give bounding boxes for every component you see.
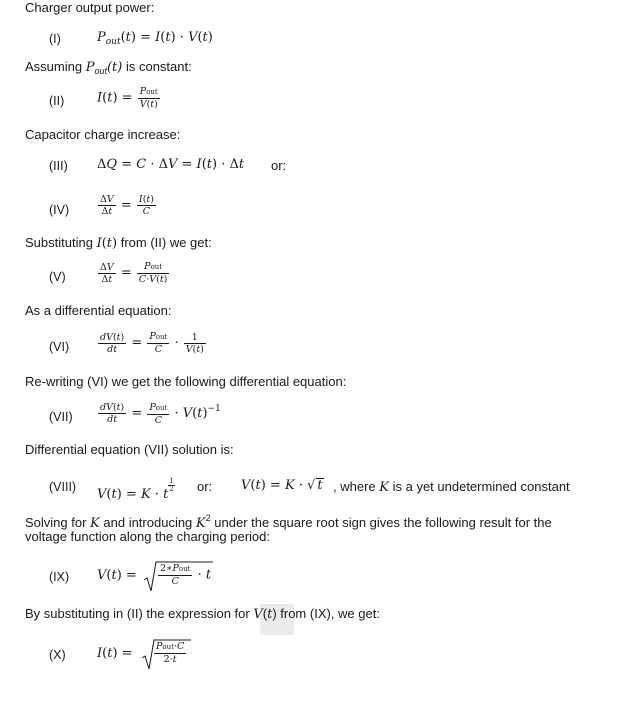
equation-vii: $\frac{dV(t)}{dt}$ = $\frac{\text{Pout}}{C}$ · $V(t)^{-1}$ — [100, 401, 221, 426]
or-word-viii: or: — [197, 479, 213, 494]
equation-label-i: (I) — [49, 32, 61, 46]
where-text: , where K is a yet undetermined constant — [333, 479, 570, 495]
equation-i: $P_{out}(t) = I(t) \cdot V(t)$ — [97, 30, 213, 47]
equation-label-vii: (VII) — [49, 410, 73, 424]
undetermined-text: is a yet undetermined constant — [392, 479, 570, 494]
equation-label-viii: (VIII) — [49, 480, 77, 494]
substituting-pre: Substituting — [25, 235, 93, 250]
voltage-function-text: voltage function along the charging period: — [25, 529, 271, 544]
solution-intro-text: Differential equation (VII) solution is: — [25, 442, 234, 457]
sqrt-x: $\frac{\text{Pout·C}}{2\cdot t}$ — [141, 638, 191, 672]
final-substituting-pre: By substituting in (II) the expression for — [25, 606, 250, 621]
substituting-text: Substituting I(t) from (II) we get: — [25, 235, 212, 251]
assumption-post: is constant: — [125, 59, 192, 74]
equation-label-ii: (II) — [49, 94, 65, 108]
equation-ix: V(t) = — [97, 568, 137, 583]
intro-charger-output-power: Charger output power: — [25, 0, 155, 15]
equation-v: $\frac{\Delta V}{\Delta t}$ = $\frac{\text{Pout}}{C\cdot V(t)}$ — [100, 261, 168, 285]
equation-label-v: (V) — [49, 270, 66, 284]
or-word-iii: or: — [271, 158, 287, 173]
equation-vi: $\frac{dV(t)}{dt}$ = $\frac{\text{Pout}}{C}$ · $\frac{1}{V(t)}$ — [100, 331, 204, 355]
equation-label-iv: (IV) — [49, 203, 70, 217]
final-substituting-post: from (IX), we get: — [280, 606, 380, 621]
equation-label-iii: (III) — [49, 159, 68, 173]
equation-label-x: (X) — [49, 648, 66, 662]
equation-x: I(t) = — [97, 646, 133, 661]
final-substituting-text: By substituting in (II) the expression for V(t) from (IX), we get: — [25, 606, 380, 622]
where-word: , where — [333, 479, 376, 494]
assumption-pre: Assuming — [25, 59, 83, 74]
substituting-post: from (II) we get: — [120, 235, 212, 250]
rewriting-text: Re-writing (VI) we get the following differential equation: — [25, 374, 347, 389]
differential-intro-text: As a differential equation: — [25, 303, 172, 318]
equation-iv: $\frac{\Delta V}{\Delta t}$ = $\frac{I(t)}{C}$ — [100, 194, 154, 217]
solving-a: Solving for — [25, 515, 87, 530]
capacitor-charge-text: Capacitor charge increase: — [25, 127, 181, 142]
solving-text: Solving for K and introducing $K^2$ under the square root sign gives the following result for the — [25, 513, 552, 531]
solving-c: under the square root sign gives the following result for the — [214, 515, 552, 530]
equation-ii: I(t) = $\frac{\text{Pout}}{V(t)}$ — [97, 86, 158, 110]
solving-b: and introducing — [103, 515, 193, 530]
equation-viii-b: V(t) = K · √ t — [241, 478, 323, 493]
equation-label-vi: (VI) — [49, 340, 70, 354]
sqrt-ix: $\frac{\text{2∗Pout}}{C}$ · t — [143, 560, 213, 594]
equation-label-ix: (IX) — [49, 570, 70, 584]
equation-iii: ΔQ = C · ΔV = I(t) · Δt — [97, 157, 245, 172]
equation-viii-a: V(t) = K · t $\frac{1}{2}$ — [97, 477, 174, 502]
assumption-text: Assuming $P_{out}(t)$ is constant: — [25, 59, 192, 76]
